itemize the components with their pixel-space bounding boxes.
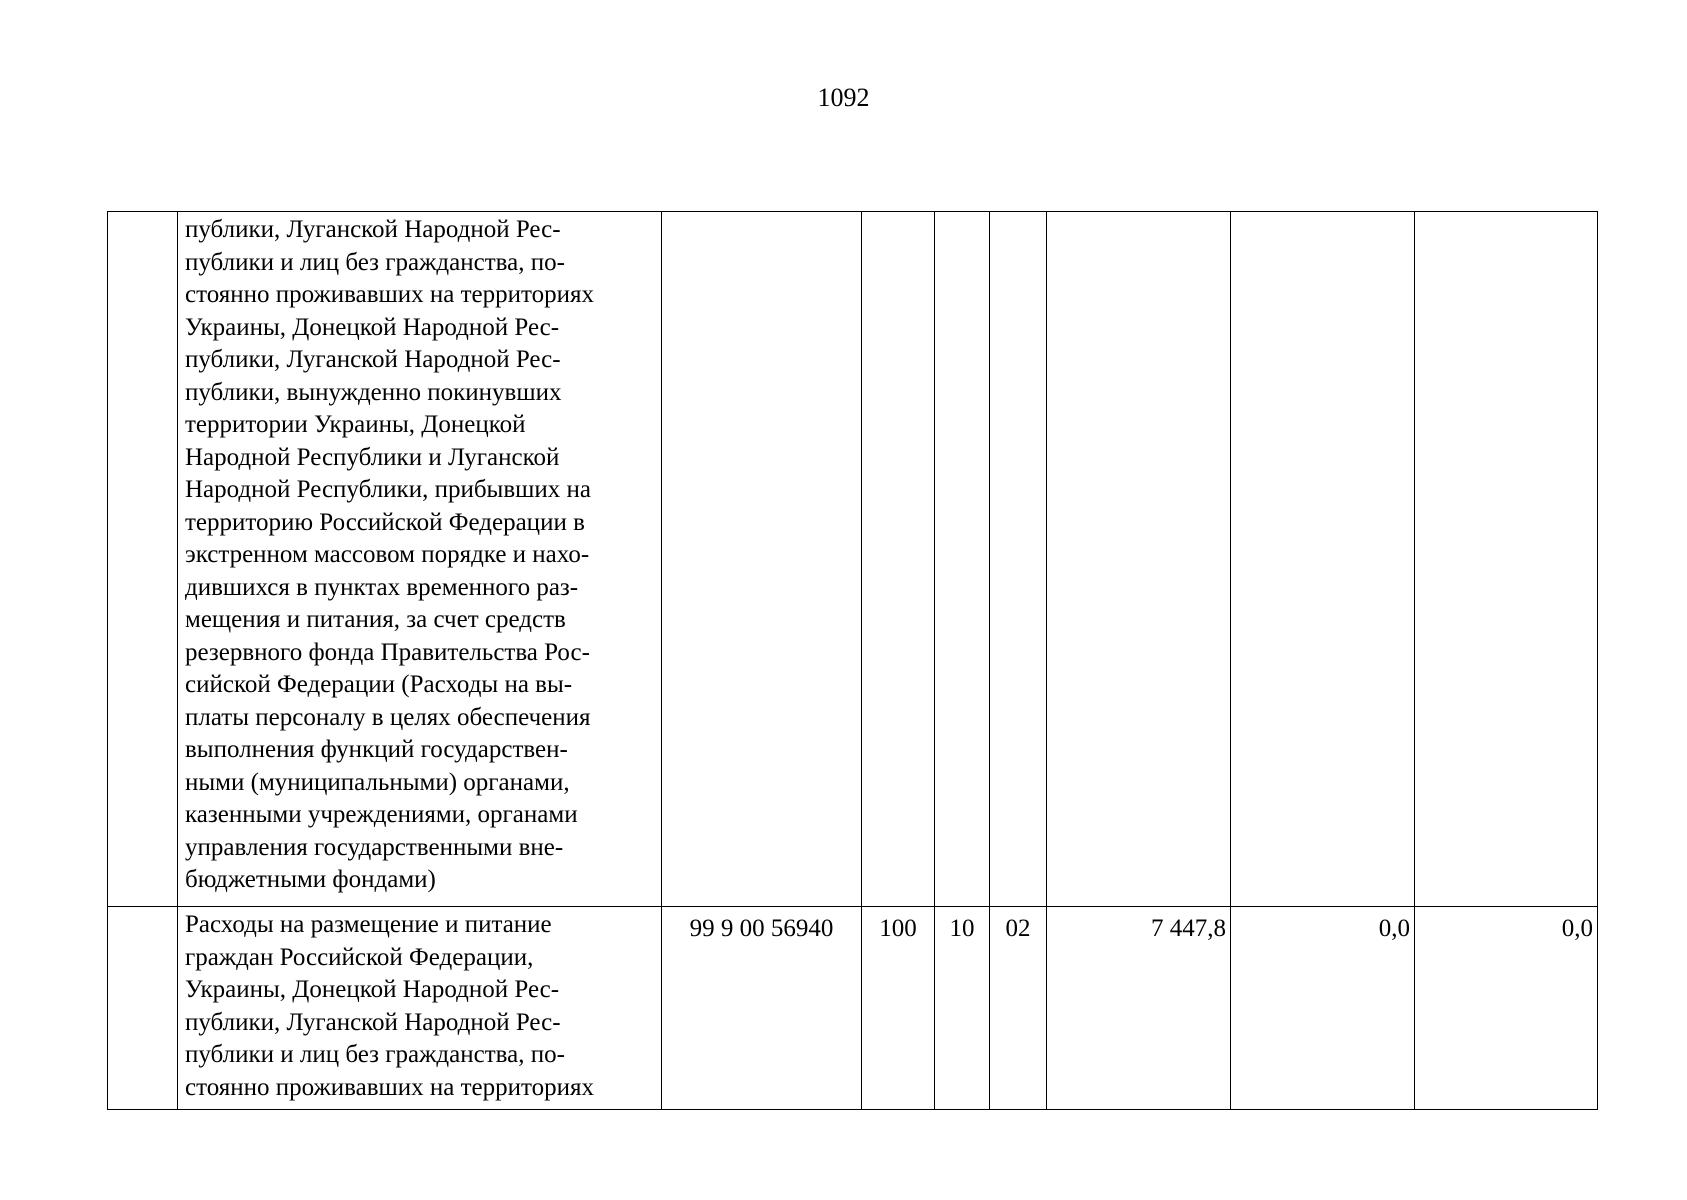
- description-line: стоянно проживавших на территориях: [185, 1073, 594, 1101]
- description-line: публики и лиц без гражданства, по-: [185, 1041, 565, 1068]
- table-row: [108, 212, 1598, 907]
- description-line: Народной Республики, прибывших на: [185, 476, 592, 503]
- description-line: дившихся в пунктах временного раз-: [185, 573, 579, 601]
- subsection-cell: 02: [990, 907, 1047, 1110]
- description-line: территории Украины, Донецкой: [185, 411, 526, 438]
- amount-1-cell: [1047, 212, 1231, 907]
- row-index-cell: [108, 212, 178, 907]
- description-line: стоянно проживавших на территориях: [185, 281, 594, 308]
- description-line: Украины, Донецкой Народной Рес-: [185, 976, 560, 1003]
- description-line: сийской Федерации (Расходы на вы-: [185, 671, 573, 698]
- description-line: казенными учреждениями, органами: [185, 801, 578, 828]
- row-index-cell: [108, 907, 178, 1110]
- page-number: 1092: [817, 83, 870, 112]
- description-line: Украины, Донецкой Народной Рес-: [185, 313, 560, 341]
- description-line: ными (муниципальными) органами,: [185, 768, 570, 796]
- description-line: публики и лиц без гражданства, по-: [185, 248, 565, 276]
- description-cell: [178, 212, 662, 907]
- description-line: Расходы на размещение и питание: [185, 911, 552, 938]
- description-line: экстренном массовом порядке и нахо-: [185, 541, 590, 568]
- amount-2-cell: 0,0: [1231, 907, 1415, 1110]
- description-line: управления государственными вне-: [185, 833, 564, 861]
- description-line: бюджетными фондами): [185, 866, 436, 893]
- table-row: [108, 907, 1598, 1110]
- description-line: публики, Луганской Народной Рес-: [185, 216, 561, 243]
- description-line: выполнения функций государствен-: [185, 736, 568, 763]
- description-line: мещения и питания, за счет средств: [185, 606, 566, 633]
- section-cell: 10: [935, 907, 990, 1110]
- budget-table: [107, 211, 1598, 1110]
- description-cell: [178, 907, 662, 1110]
- description-line: Народной Республики и Луганской: [185, 443, 560, 471]
- amount-3-cell: 0,0: [1415, 907, 1598, 1110]
- description-line: публики, Луганской Народной Рес-: [185, 346, 561, 373]
- amount-2-cell: [1231, 212, 1415, 907]
- target-article-cell: [662, 212, 862, 907]
- description-line: территорию Российской Федерации в: [185, 508, 585, 536]
- expense-type-cell: 100: [862, 907, 935, 1110]
- description-line: резервного фонда Правительства Рос-: [185, 638, 590, 666]
- description-line: граждан Российской Федерации,: [185, 943, 534, 971]
- description-line: публики, вынужденно покинувших: [185, 378, 562, 406]
- subsection-cell: [990, 212, 1047, 907]
- expense-type-cell: [862, 212, 935, 907]
- description-line: публики, Луганской Народной Рес-: [185, 1008, 561, 1036]
- description-line: платы персоналу в целях обеспечения: [185, 703, 591, 731]
- amount-1-cell: 7 447,8: [1047, 907, 1231, 1110]
- target-article-cell: 99 9 00 56940: [662, 907, 862, 1110]
- amount-3-cell: [1415, 212, 1598, 907]
- section-cell: [935, 212, 990, 907]
